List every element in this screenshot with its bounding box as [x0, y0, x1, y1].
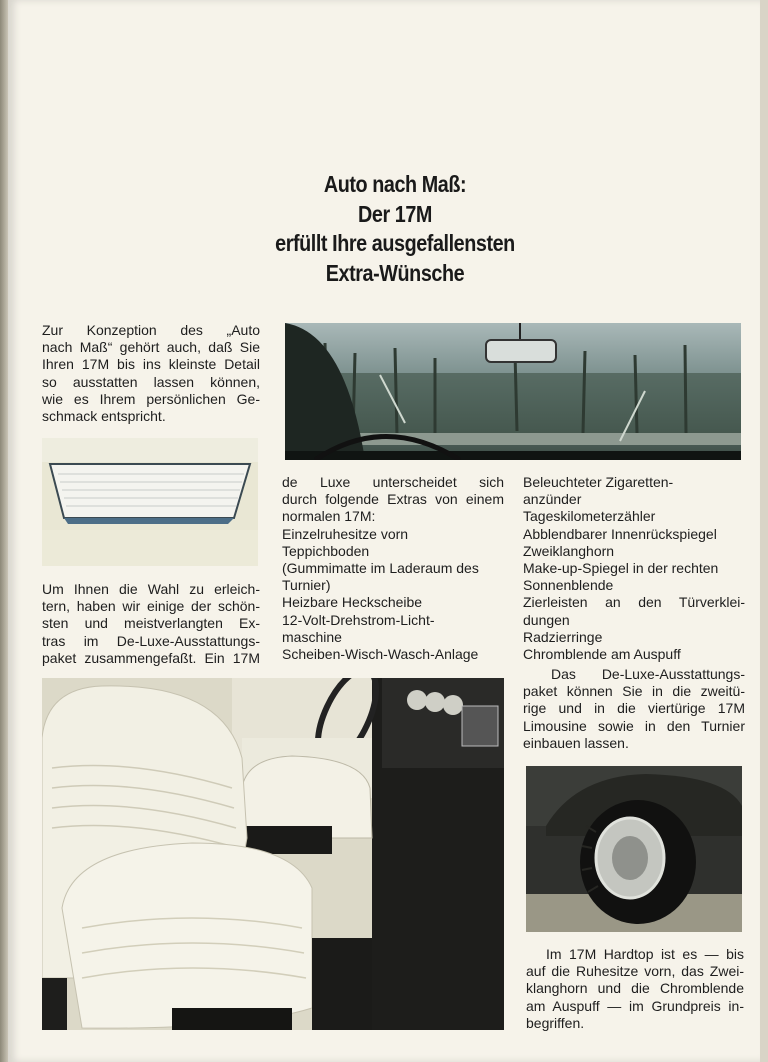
- list-item: dungen: [523, 611, 570, 628]
- text-line: tras im De-Luxe-Ausstattungs-: [42, 632, 260, 649]
- list-item: Zierleisten an den Türverklei-: [523, 594, 745, 611]
- list-item: maschine: [282, 628, 342, 645]
- list-item: anzünder: [523, 491, 582, 508]
- list-item: (Gummimatte im Laderaum des: [282, 560, 479, 577]
- text-line: wie es Ihrem persönlichen Ge-: [42, 390, 260, 407]
- list-item: Zweiklanghorn: [523, 542, 615, 559]
- headline-line: erfüllt Ihre ausgefallensten: [275, 230, 515, 256]
- list-item: Teppichboden: [282, 542, 370, 559]
- list-item: Chromblende am Auspuff: [523, 646, 681, 663]
- extras-list-middle: [282, 474, 504, 663]
- text-line: auf die Ruhesitze vorn, das Zwei-: [526, 963, 744, 980]
- text-line: Um Ihnen die Wahl zu erleich-: [42, 581, 260, 597]
- text-line: paket zusammengefaßt. Ein 17M: [42, 649, 260, 666]
- text-line: begriffen.: [526, 1014, 585, 1031]
- text-line: nach Maß“ gehört auch, daß Sie: [42, 339, 260, 356]
- headline-line: Der 17M: [358, 200, 432, 227]
- text-line: de Luxe unterscheidet sich: [282, 474, 504, 490]
- wheel-photo: [526, 766, 742, 932]
- text-line: Im 17M Hardtop ist es — bis: [546, 946, 744, 962]
- text-line: am Auspuff — im Grundpreis in-: [526, 997, 744, 1014]
- text-line: klanghorn und die Chromblende: [526, 980, 744, 997]
- list-item: Abblendbarer Innenrückspiegel: [523, 525, 717, 542]
- headline-line: Extra-Wünsche: [325, 259, 465, 286]
- list-item: Turnier): [282, 577, 331, 594]
- text-line: normalen 17M:: [282, 508, 376, 525]
- text-line: sten und meistverlangten Ex-: [42, 615, 260, 632]
- page-headline: [227, 170, 562, 288]
- front-seats-photo: [42, 678, 504, 1030]
- list-item: Sonnenblende: [523, 577, 614, 594]
- text-line: Ihren 17M bis ins kleinste Detail: [42, 356, 260, 373]
- choice-paragraph: [42, 581, 260, 667]
- text-line: durch folgende Extras von einem: [282, 491, 504, 508]
- page-spine-shadow: [0, 0, 8, 1062]
- list-item: Make-up-Spiegel in der rechten: [523, 560, 719, 577]
- package-paragraph: [523, 666, 745, 752]
- list-item: Scheiben-Wisch-Wasch-Anlage: [282, 646, 479, 663]
- text-line: rige und in die viertürige 17M: [523, 700, 745, 717]
- hardtop-paragraph: [526, 946, 744, 1032]
- text-line: paket können Sie in die zweitü-: [523, 683, 745, 700]
- list-item: Tageskilometerzähler: [523, 508, 656, 525]
- list-item: Beleuchteter Zigaretten-: [523, 474, 674, 490]
- text-line: Limousine sowie in den Turnier: [523, 717, 745, 734]
- list-item: Radzierringe: [523, 628, 603, 645]
- text-line: tern, haben wir einige der schön-: [42, 598, 260, 615]
- text-line: so ausstatten lassen können,: [42, 373, 260, 390]
- list-item: Heizbare Heckscheibe: [282, 594, 423, 611]
- extras-list-right: [523, 474, 745, 663]
- text-line: einbauen lassen.: [523, 734, 629, 751]
- intro-paragraph: [42, 322, 260, 425]
- windshield-photo: [285, 323, 741, 460]
- rear-window-photo: [42, 438, 258, 566]
- text-line: Das De-Luxe-Ausstattungs-: [551, 666, 745, 682]
- headline-line: Auto nach Maß:: [323, 171, 467, 197]
- text-line: schmack entspricht.: [42, 408, 166, 425]
- list-item: Einzelruhesitze vorn: [282, 525, 409, 542]
- text-line: Zur Konzeption des „Auto: [42, 322, 260, 338]
- list-item: 12-Volt-Drehstrom-Licht-: [282, 611, 435, 628]
